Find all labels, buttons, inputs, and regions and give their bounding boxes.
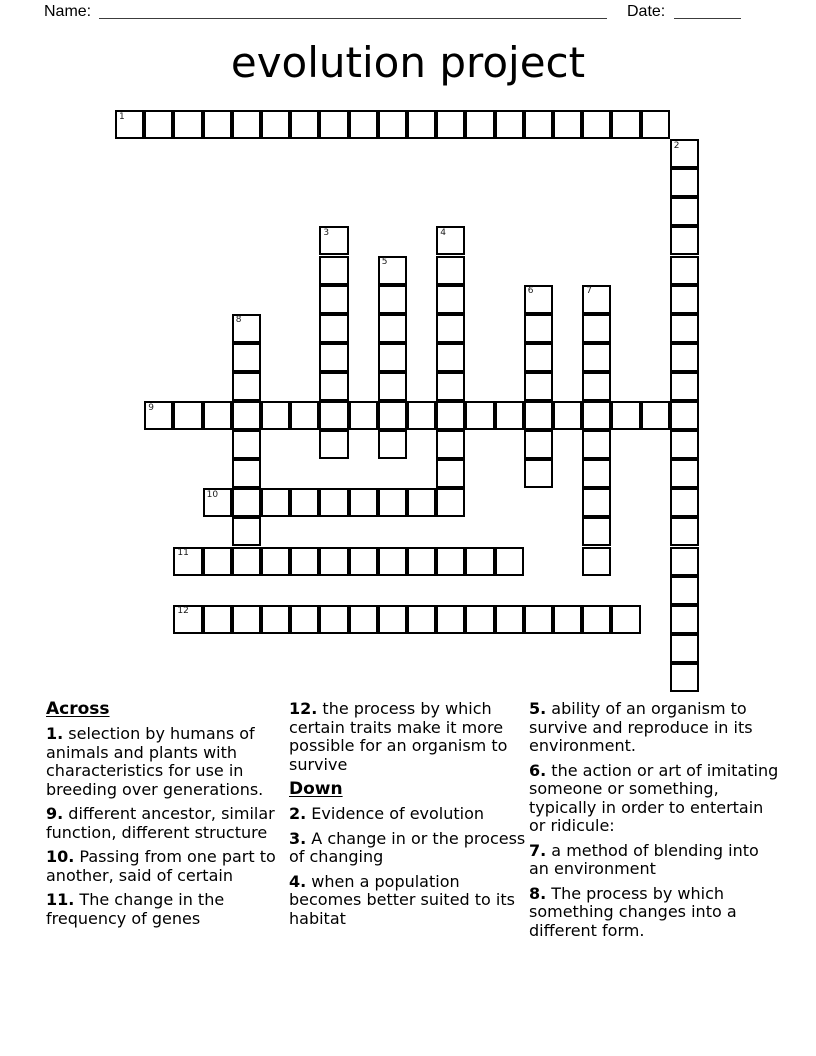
- grid-cell[interactable]: [582, 517, 611, 546]
- grid-cell[interactable]: [173, 605, 202, 634]
- grid-cell[interactable]: [670, 663, 699, 692]
- clue-number: 6.: [529, 760, 547, 780]
- grid-cell[interactable]: [436, 547, 465, 576]
- grid-cell[interactable]: [319, 314, 348, 343]
- grid-cell[interactable]: [611, 110, 640, 139]
- clue-column-2: [289, 700, 531, 934]
- grid-cell[interactable]: [319, 285, 348, 314]
- cell-number: 1: [119, 111, 125, 122]
- clue-12: 12. the process by which certain traits make it more possible for an organism to survive: [289, 699, 508, 774]
- grid-cell[interactable]: [670, 634, 699, 663]
- grid-cell[interactable]: [670, 314, 699, 343]
- grid-cell[interactable]: [582, 314, 611, 343]
- grid-cell[interactable]: [232, 459, 261, 488]
- grid-cell[interactable]: [670, 139, 699, 168]
- grid-cell[interactable]: [524, 343, 553, 372]
- grid-cell[interactable]: [203, 547, 232, 576]
- grid-cell[interactable]: [232, 110, 261, 139]
- grid-cell[interactable]: [378, 372, 407, 401]
- grid-cell[interactable]: [582, 430, 611, 459]
- grid-cell[interactable]: [436, 226, 465, 255]
- grid-cell[interactable]: [436, 401, 465, 430]
- clue-8: 8. The process by which something changes into a different form.: [529, 883, 737, 940]
- clue-10: 10. Passing from one part to another, said of certain: [46, 847, 276, 885]
- clue-column-1: [46, 700, 286, 934]
- grid-cell[interactable]: [670, 401, 699, 430]
- grid-cell[interactable]: [319, 372, 348, 401]
- grid-cell[interactable]: [582, 110, 611, 139]
- grid-cell[interactable]: [553, 401, 582, 430]
- grid-cell[interactable]: [378, 401, 407, 430]
- cell-number: 10: [206, 489, 219, 500]
- grid-cell[interactable]: [319, 547, 348, 576]
- grid-cell[interactable]: [261, 488, 290, 517]
- grid-cell[interactable]: [144, 401, 173, 430]
- clue-number: 4.: [289, 871, 307, 891]
- clue-number: 11.: [46, 890, 75, 909]
- grid-cell[interactable]: [524, 314, 553, 343]
- cell-number: 8: [235, 315, 242, 326]
- grid-cell[interactable]: [582, 343, 611, 372]
- grid-cell[interactable]: [349, 605, 378, 634]
- grid-cell[interactable]: [670, 285, 699, 314]
- grid-cell[interactable]: [232, 372, 261, 401]
- grid-cell[interactable]: [524, 459, 553, 488]
- clue-9: 9. different ancestor, similar function, different structure: [46, 804, 275, 842]
- grid-cell[interactable]: [582, 285, 611, 314]
- grid-cell[interactable]: [670, 459, 699, 488]
- cell-number: 3: [323, 227, 330, 238]
- clue-2: 2. Evidence of evolution: [289, 804, 485, 823]
- grid-cell[interactable]: [436, 459, 465, 488]
- grid-cell[interactable]: [465, 401, 494, 430]
- cell-number: 5: [381, 257, 388, 267]
- grid-cell[interactable]: [407, 605, 436, 634]
- cell-number: 2: [673, 140, 680, 151]
- cell-number: 6: [527, 286, 534, 297]
- grid-cell[interactable]: [495, 605, 524, 634]
- grid-cell[interactable]: [670, 168, 699, 197]
- grid-cell[interactable]: [173, 110, 202, 139]
- grid-cell[interactable]: [232, 547, 261, 576]
- grid-cell[interactable]: [319, 343, 348, 372]
- clue-1: 1. selection by humans of animals and plants with characteristics for use in breeding over generations.: [46, 724, 264, 799]
- grid-cell[interactable]: [290, 401, 319, 430]
- grid-cell[interactable]: [670, 547, 699, 576]
- grid-cell[interactable]: [290, 110, 319, 139]
- grid-cell[interactable]: [436, 430, 465, 459]
- grid-cell[interactable]: [378, 605, 407, 634]
- cell-number: 12: [177, 606, 189, 617]
- grid-cell[interactable]: [319, 401, 348, 430]
- cell-number: 9: [148, 402, 154, 413]
- grid-cell[interactable]: [115, 110, 144, 139]
- clue-3: 3. A change in or the process of changing: [289, 828, 526, 866]
- grid-cell[interactable]: [670, 430, 699, 459]
- grid-cell[interactable]: [465, 605, 494, 634]
- grid-cell[interactable]: [670, 605, 699, 634]
- grid-cell[interactable]: [553, 110, 582, 139]
- grid-cell[interactable]: [144, 110, 173, 139]
- grid-cell[interactable]: [524, 372, 553, 401]
- grid-cell[interactable]: [319, 110, 348, 139]
- grid-cell[interactable]: [232, 343, 261, 372]
- grid-cell[interactable]: [203, 401, 232, 430]
- grid-cell[interactable]: [290, 605, 319, 634]
- grid-cell[interactable]: [203, 605, 232, 634]
- grid-cell[interactable]: [378, 110, 407, 139]
- grid-cell[interactable]: [495, 401, 524, 430]
- clue-number: 8.: [529, 883, 547, 903]
- grid-cell[interactable]: [465, 547, 494, 576]
- grid-cell[interactable]: [349, 488, 378, 517]
- grid-cell[interactable]: [524, 605, 553, 634]
- grid-cell[interactable]: [582, 488, 611, 517]
- grid-cell[interactable]: [641, 110, 670, 139]
- clue-number: 2.: [289, 804, 307, 823]
- clue-4: 4. when a population becomes better suited to its habitat: [289, 871, 515, 928]
- clues-heading-across: Across: [46, 699, 110, 719]
- grid-cell[interactable]: [290, 488, 319, 517]
- grid-cell[interactable]: [407, 401, 436, 430]
- grid-cell[interactable]: [407, 110, 436, 139]
- grid-cell[interactable]: [319, 226, 348, 255]
- grid-cell[interactable]: [670, 488, 699, 517]
- clue-6: 6. the action or art of imitating someone or something, typically in order to entertain or ridicule:: [529, 760, 779, 835]
- cell-number: 7: [586, 286, 592, 297]
- grid-cell[interactable]: [436, 372, 465, 401]
- name-blank-line[interactable]: [99, 1, 607, 19]
- grid-cell[interactable]: [261, 547, 290, 576]
- clue-number: 3.: [289, 828, 307, 848]
- clue-11: 11. The change in the frequency of genes: [46, 890, 225, 928]
- grid-cell[interactable]: [232, 430, 261, 459]
- grid-cell[interactable]: [670, 256, 699, 285]
- grid-cell[interactable]: [582, 459, 611, 488]
- grid-cell[interactable]: [378, 488, 407, 517]
- name-label: Name:: [44, 3, 92, 20]
- clue-7: 7. a method of blending into an environment: [529, 840, 759, 878]
- grid-cell[interactable]: [524, 110, 553, 139]
- grid-cell[interactable]: [261, 401, 290, 430]
- clues-heading-down: Down: [289, 779, 343, 799]
- clue-column-3: [529, 700, 781, 946]
- grid-cell[interactable]: [436, 488, 465, 517]
- grid-cell[interactable]: [378, 314, 407, 343]
- grid-cell[interactable]: [378, 285, 407, 314]
- grid-cell[interactable]: [641, 401, 670, 430]
- grid-cell[interactable]: [232, 605, 261, 634]
- grid-cell[interactable]: [203, 110, 232, 139]
- grid-cell[interactable]: [524, 285, 553, 314]
- grid-cell[interactable]: [173, 401, 202, 430]
- grid-cell[interactable]: [436, 256, 465, 285]
- grid-cell[interactable]: [232, 314, 261, 343]
- clue-number: 7.: [529, 840, 547, 860]
- grid-cell[interactable]: [582, 372, 611, 401]
- grid-cell[interactable]: [436, 285, 465, 314]
- grid-cell[interactable]: [290, 547, 319, 576]
- grid-cell[interactable]: [349, 547, 378, 576]
- clue-5: 5. ability of an organism to survive and reproduce in its environment.: [529, 699, 753, 755]
- grid-cell[interactable]: [582, 401, 611, 430]
- grid-cell[interactable]: [611, 605, 640, 634]
- grid-cell[interactable]: [261, 605, 290, 634]
- puzzle-title: evolution project: [230, 38, 586, 87]
- grid-cell[interactable]: [378, 256, 407, 285]
- grid-cell[interactable]: [378, 547, 407, 576]
- grid-cell[interactable]: [524, 401, 553, 430]
- grid-cell[interactable]: [232, 517, 261, 546]
- grid-cell[interactable]: [261, 110, 290, 139]
- grid-cell[interactable]: [378, 430, 407, 459]
- grid-cell[interactable]: [349, 110, 378, 139]
- grid-cell[interactable]: [436, 110, 465, 139]
- grid-cell[interactable]: [582, 547, 611, 576]
- grid-cell[interactable]: [524, 430, 553, 459]
- grid-cell[interactable]: [232, 488, 261, 517]
- clue-number: 10.: [46, 847, 75, 866]
- grid-cell[interactable]: [670, 343, 699, 372]
- date-label: Date:: [627, 3, 666, 20]
- grid-cell[interactable]: [582, 605, 611, 634]
- grid-cell[interactable]: [465, 110, 494, 139]
- grid-cell[interactable]: [611, 401, 640, 430]
- grid-cell[interactable]: [232, 401, 261, 430]
- cell-number: 11: [177, 548, 189, 558]
- grid-cell[interactable]: [495, 110, 524, 139]
- grid-cell[interactable]: [407, 488, 436, 517]
- grid-cell[interactable]: [319, 488, 348, 517]
- grid-cell[interactable]: [436, 605, 465, 634]
- grid-cell[interactable]: [319, 605, 348, 634]
- grid-cell[interactable]: [670, 226, 699, 255]
- cell-number: 4: [440, 227, 446, 238]
- grid-cell[interactable]: [436, 343, 465, 372]
- grid-cell[interactable]: [173, 547, 202, 576]
- grid-cell[interactable]: [378, 343, 407, 372]
- grid-cell[interactable]: [436, 314, 465, 343]
- grid-cell[interactable]: [670, 372, 699, 401]
- clue-number: 5.: [529, 699, 547, 718]
- grid-cell[interactable]: [349, 401, 378, 430]
- grid-cell[interactable]: [407, 547, 436, 576]
- grid-cell[interactable]: [495, 547, 524, 576]
- grid-cell[interactable]: [670, 197, 699, 226]
- grid-cell[interactable]: [670, 517, 699, 546]
- clue-number: 12.: [289, 699, 318, 718]
- clue-number: 9.: [46, 804, 64, 823]
- date-blank-line[interactable]: [674, 1, 741, 19]
- clue-number: 1.: [46, 724, 64, 743]
- grid-cell[interactable]: [319, 430, 348, 459]
- grid-cell[interactable]: [670, 576, 699, 605]
- grid-cell[interactable]: [203, 488, 232, 517]
- grid-cell[interactable]: [553, 605, 582, 634]
- grid-cell[interactable]: [319, 256, 348, 285]
